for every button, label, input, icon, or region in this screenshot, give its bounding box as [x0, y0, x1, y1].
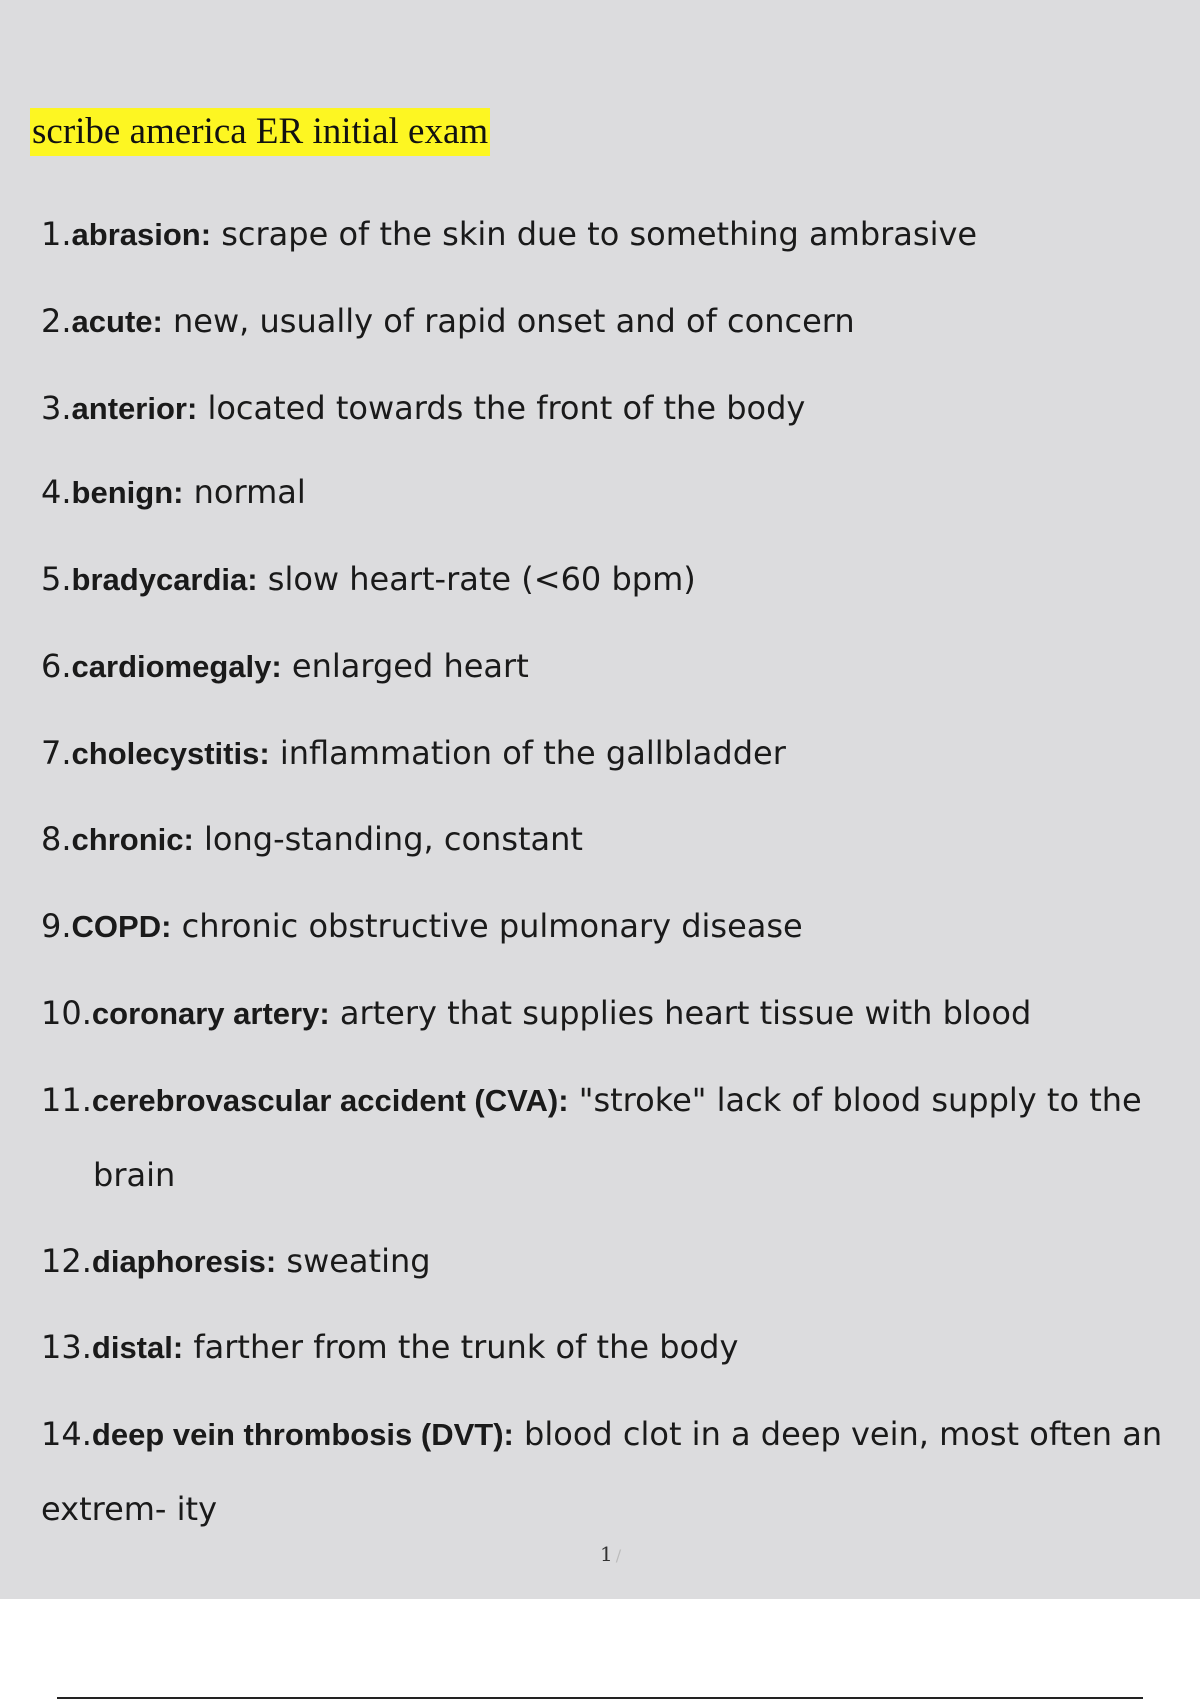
list-item — [41, 819, 1191, 860]
item-number: 12. — [41, 1242, 92, 1280]
item-definition: scrape of the skin due to something ambrasive — [211, 215, 978, 253]
item-definition: artery that supplies heart tissue with blood — [329, 994, 1032, 1032]
item-number: 11. — [41, 1081, 92, 1119]
item-definition: new, usually of rapid onset and of concern — [162, 302, 855, 340]
item-term: diaphoresis: — [91, 1244, 277, 1279]
item-number: 5. — [41, 560, 72, 598]
item-definition: slow heart-rate (<60 bpm) — [257, 560, 696, 598]
item-definition: farther from the trunk of the body — [183, 1328, 739, 1366]
list-item — [41, 472, 1191, 513]
list-item — [41, 1241, 1191, 1282]
list-item — [41, 1080, 1191, 1121]
item-definition-continuation: brain — [93, 1156, 176, 1194]
item-definition: located towards the front of the body — [197, 389, 806, 427]
item-definition: enlarged heart — [281, 647, 529, 685]
item-number: 9. — [41, 907, 72, 945]
item-number: 13. — [41, 1328, 92, 1366]
item-definition: chronic obstructive pulmonary disease — [171, 907, 803, 945]
list-item — [41, 301, 1191, 342]
item-number: 8. — [41, 820, 72, 858]
item-definition-continuation: extrem- ity — [41, 1490, 218, 1528]
item-number: 6. — [41, 647, 72, 685]
item-term: coronary artery: — [91, 996, 330, 1031]
document-title: scribe america ER initial exam — [30, 108, 490, 156]
item-number: 1. — [41, 215, 72, 253]
item-term: bradycardia: — [71, 562, 258, 597]
item-definition: sweating — [276, 1242, 431, 1280]
item-number: 3. — [41, 389, 72, 427]
item-number: 2. — [41, 302, 72, 340]
item-term: cerebrovascular accident (CVA): — [91, 1083, 569, 1118]
item-definition: "stroke" lack of blood supply to the — [568, 1081, 1142, 1119]
page-number-value: 1 — [600, 1542, 613, 1566]
item-number: 14. — [41, 1415, 92, 1453]
list-item — [41, 906, 1191, 947]
item-term: acute: — [71, 304, 163, 339]
list-item — [41, 993, 1191, 1034]
page-divider — [57, 1697, 1143, 1699]
list-item — [41, 646, 1191, 687]
list-item — [41, 559, 1191, 600]
page-number-separator: / — [615, 1546, 622, 1565]
list-item — [41, 733, 1191, 774]
item-definition: inflammation of the gallbladder — [269, 734, 786, 772]
item-term: chronic: — [71, 822, 194, 857]
item-term: benign: — [71, 475, 184, 510]
list-item — [41, 214, 1191, 255]
item-definition: normal — [183, 473, 306, 511]
item-number: 4. — [41, 473, 72, 511]
item-term: COPD: — [71, 909, 172, 944]
item-term: deep vein thrombosis (DVT): — [91, 1417, 514, 1452]
item-term: cholecystitis: — [71, 736, 270, 771]
page-number — [600, 1542, 621, 1566]
item-term: abrasion: — [71, 217, 212, 252]
item-term: distal: — [91, 1330, 184, 1365]
item-definition: blood clot in a deep vein, most often an — [513, 1415, 1163, 1453]
item-number: 10. — [41, 994, 92, 1032]
item-term: cardiomegaly: — [71, 649, 282, 684]
item-number: 7. — [41, 734, 72, 772]
item-term: anterior: — [71, 391, 198, 426]
item-definition: long-standing, constant — [193, 820, 583, 858]
list-item — [41, 388, 1191, 429]
list-item — [41, 1414, 1191, 1455]
list-item — [41, 1327, 1191, 1368]
